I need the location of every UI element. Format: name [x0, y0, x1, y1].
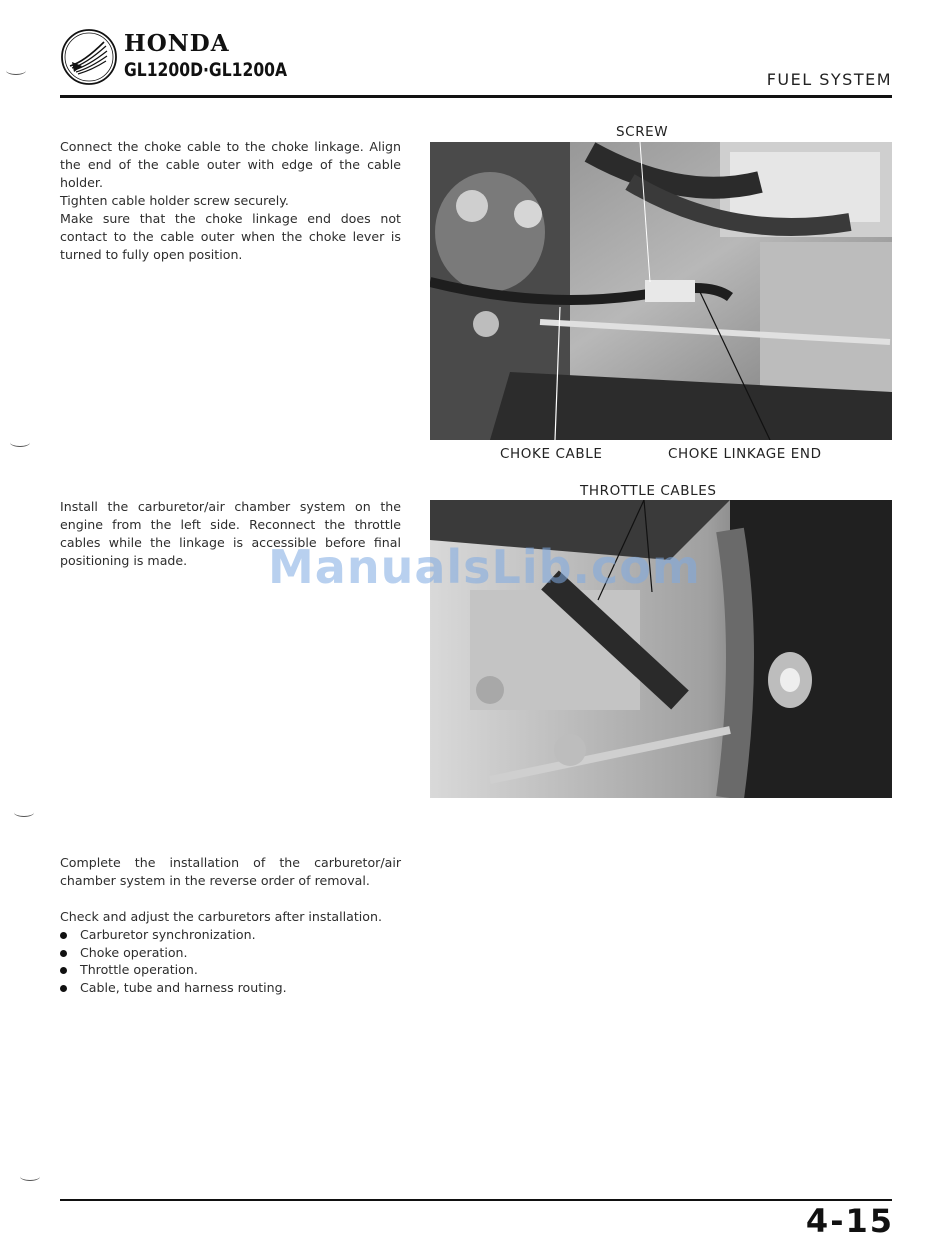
list-item: [60, 979, 420, 997]
photo-label-screw: SCREW: [616, 124, 669, 140]
photo-label-throttle-cables: THROTTLE CABLES: [580, 483, 717, 499]
section-title: FUEL SYSTEM: [766, 70, 892, 89]
instruction-paragraph: Tighten cable holder screw securely.: [60, 193, 289, 208]
instruction-paragraph: Make sure that the choke linkage end does not contact to the cable outer when the choke lever is turned to fully open position.: [60, 211, 401, 262]
bullet-icon: [60, 932, 67, 939]
model-name: GL1200D·GL1200A: [124, 59, 288, 81]
binder-mark: [10, 438, 30, 447]
binder-mark: [20, 1172, 40, 1181]
instruction-paragraph: Complete the installation of the carburetor/air chamber system in the reverse order of removal.: [60, 855, 401, 888]
list-item: [60, 944, 420, 962]
check-intro: [60, 908, 420, 926]
list-item-text: Throttle operation.: [80, 962, 198, 978]
bullet-icon: [60, 950, 67, 957]
check-intro-text: Check and adjust the carburetors after installation.: [60, 909, 382, 924]
binder-mark: [14, 808, 34, 817]
instruction-paragraph: Install the carburetor/air chamber system on the engine from the left side. Reconnect the throttle cables while the linkage is accessible before final positioning is made.: [60, 499, 401, 568]
choke-cable-instructions: [60, 138, 401, 264]
list-item-text: Carburetor synchronization.: [80, 927, 256, 942]
watermark: ManualsLib.com: [268, 540, 701, 594]
choke-cable-photo: [430, 142, 892, 440]
header-rule: [60, 95, 892, 98]
completion-instructions: [60, 854, 401, 890]
photo-label-choke-linkage-end: CHOKE LINKAGE END: [668, 446, 822, 462]
bullet-icon: [60, 967, 67, 974]
bullet-icon: [60, 985, 67, 992]
list-item-text: Choke operation.: [80, 944, 188, 960]
brand-name: HONDA: [124, 30, 230, 57]
list-item-text: Cable, tube and harness routing.: [80, 979, 287, 995]
list-item: [60, 961, 420, 979]
check-list: [60, 926, 420, 996]
honda-wing-icon: [60, 28, 118, 86]
footer-rule: [60, 1199, 892, 1201]
instruction-paragraph: Connect the choke cable to the choke linkage. Align the end of the cable outer with edge of the cable holder.: [60, 139, 401, 190]
binder-mark: [6, 66, 26, 75]
photo-label-choke-cable: CHOKE CABLE: [500, 446, 603, 462]
list-item: [60, 926, 420, 944]
page-number: 4-15: [805, 1202, 894, 1240]
